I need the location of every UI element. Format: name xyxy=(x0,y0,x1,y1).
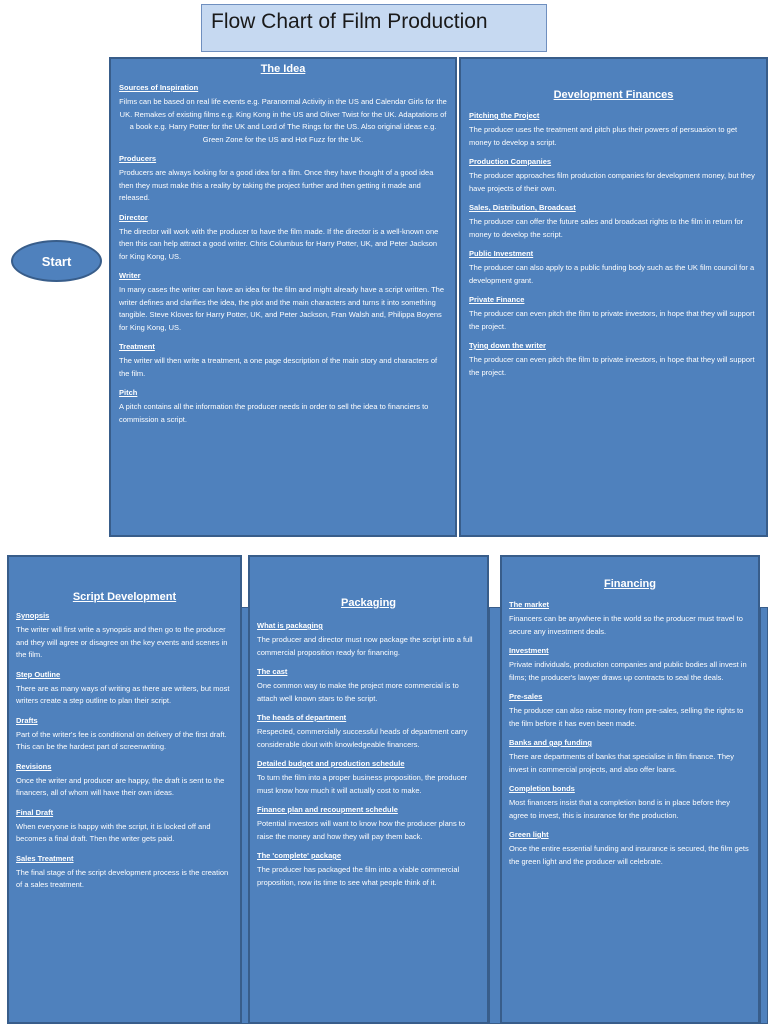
section-text: Films can be based on real life events e.g. Paranormal Activity in the US and Calendar Girls for the UK. Remakes of existing films e.g. King Kong in the US and Oliver Twist for the UK. Adaptations of a book e.g. Harry Potter for the UK and Lord of The Rings for the US. Also original ideas e.g. Green Zone for the US and Hot Fuzz for the UK. xyxy=(119,97,447,144)
financing-section xyxy=(509,830,751,868)
section-heading: Drafts xyxy=(16,715,38,725)
section-heading: Sales Treatment xyxy=(16,853,74,863)
script-section xyxy=(16,854,233,892)
section-heading: Banks and gap funding xyxy=(509,738,592,747)
packaging-section xyxy=(257,713,480,751)
section-heading: Sales, Distribution, Broadcast xyxy=(469,203,576,212)
section-text: Potential investors will want to know how the producer plans to raise the money and how they will pay them back. xyxy=(257,819,466,841)
script-development-panel xyxy=(7,555,242,1024)
development-title: Development Finances xyxy=(553,89,674,101)
section-heading: Investment xyxy=(509,646,549,655)
financing-section xyxy=(509,738,751,776)
development-section xyxy=(469,249,758,287)
section-heading: Private Finance xyxy=(469,295,525,304)
script-title: Script Development xyxy=(72,591,177,603)
section-heading: Pitching the Project xyxy=(469,111,540,120)
section-text: Respected, commercially successful heads of department carry considerable clout with knowledgeable financers. xyxy=(257,727,468,749)
packaging-section xyxy=(257,667,480,705)
section-heading: Pitch xyxy=(119,388,138,397)
packaging-section xyxy=(257,759,480,797)
development-panel xyxy=(459,57,768,537)
script-section xyxy=(16,762,233,800)
section-text: The director will work with the producer to have the film made. If the director is a well-known one then this can help attract a good writer. Chris Columbus for Harry Potter, UK, and Peter Jackson for King Kong, US. xyxy=(119,226,439,261)
idea-section xyxy=(119,83,447,146)
connector-strip xyxy=(760,607,768,1024)
section-heading: Green light xyxy=(509,830,549,839)
section-heading: The cast xyxy=(257,667,288,676)
development-section xyxy=(469,203,758,241)
section-text: Financers can be anywhere in the world so the producer must travel to secure any investment deals. xyxy=(509,614,743,636)
section-text: There are as many ways of writing as there are writers, but most writers create a step outline to plan their script. xyxy=(16,683,230,705)
section-text: The producer has packaged the film into a viable commercial proposition, now its time to see what people think of it. xyxy=(257,865,460,887)
section-heading: Pre-sales xyxy=(509,692,543,701)
financing-section xyxy=(509,646,751,684)
section-text: The producer can even pitch the film to private investors, in hope that they will support the project. xyxy=(469,355,755,377)
section-text: Producers are always looking for a good idea for a film. Once they have thought of a good idea then they must make this a reality by taking the project further and then getting it made and released. xyxy=(119,168,434,202)
packaging-panel xyxy=(248,555,489,1024)
development-section xyxy=(469,295,758,333)
section-text: A pitch contains all the information the producer needs in order to sell the idea to financiers to commission a script. xyxy=(119,402,429,424)
section-text: The producer approaches film production companies for development money, but they have projects of their own. xyxy=(469,171,755,193)
section-text: The producer and director must now package the script into a full commercial proposition ready for financing. xyxy=(257,635,473,657)
section-heading: The market xyxy=(509,600,550,609)
script-section xyxy=(16,808,233,846)
section-text: The writer will then write a treatment, a one page description of the main story and characters of the film. xyxy=(119,356,438,378)
section-heading: Tying down the writer xyxy=(469,341,546,350)
idea-section xyxy=(119,342,447,380)
section-text: Part of the writer's fee is conditional on delivery of the first draft. This can be the hardest part of screenwriting. xyxy=(16,729,227,751)
idea-section xyxy=(119,154,447,205)
section-heading: Production Companies xyxy=(469,157,552,166)
section-text: In many cases the writer can have an idea for the film and might already have a script written. The writer defines and clarifies the idea, the plot and the main characters and turns it into something tangible. Steve Kloves for Harry Potter, UK, and Peter Jackson, Fran Walsh and, Philippa Boyens for King Kong, US. xyxy=(119,285,445,332)
idea-section xyxy=(119,388,447,426)
section-heading: Producers xyxy=(119,154,157,163)
financing-section xyxy=(509,784,751,822)
development-section xyxy=(469,111,758,149)
section-text: Once the writer and producer are happy, the draft is sent to the financers, all of whom will have their own ideas. xyxy=(16,775,225,797)
section-text: The final stage of the script development process is the creation of a sales treatment. xyxy=(16,867,229,889)
section-text: When everyone is happy with the script, it is locked off and becomes a final draft. Then the writer gets paid. xyxy=(16,821,211,843)
section-heading: Finance plan and recoupment schedule xyxy=(257,805,398,814)
script-section xyxy=(16,716,233,754)
script-section xyxy=(16,670,233,708)
packaging-section xyxy=(257,621,480,659)
section-heading: Revisions xyxy=(16,761,52,771)
packaging-title: Packaging xyxy=(340,597,397,609)
section-text: There are departments of banks that specialise in film finance. They invest in commercial projects, and also offer loans. xyxy=(509,752,734,774)
script-section xyxy=(16,611,233,662)
section-text: The producer can offer the future sales and broadcast rights to the film in return for money to develop the script. xyxy=(469,217,744,239)
section-heading: Completion bonds xyxy=(509,784,575,793)
section-heading: Synopsis xyxy=(16,611,50,620)
section-text: One common way to make the project more commercial is to attach well known stars to the script. xyxy=(257,681,459,703)
section-heading: Treatment xyxy=(119,342,155,351)
financing-title: Financing xyxy=(604,578,656,590)
financing-section xyxy=(509,692,751,730)
packaging-section xyxy=(257,805,480,843)
section-heading: The heads of department xyxy=(257,713,347,722)
chart-title: Flow Chart of Film Production xyxy=(201,4,547,52)
idea-section xyxy=(119,213,447,264)
section-text: Most financers insist that a completion bond is in place before they agree to invest, this is insurance for the production. xyxy=(509,798,730,820)
financing-panel xyxy=(500,555,760,1024)
section-heading: Writer xyxy=(119,271,141,280)
section-text: The producer can also apply to a public funding body such as the UK film council for a development grant. xyxy=(469,263,755,285)
development-section xyxy=(469,157,758,195)
section-text: Once the entire essential funding and insurance is secured, the film gets the green light and the producer will celebrate. xyxy=(509,844,749,866)
section-heading: Detailed budget and production schedule xyxy=(257,759,405,768)
section-text: Private individuals, production companies and public bodies all invest in films; the producer's lawyer draws up contracts to seal the deals. xyxy=(509,660,747,682)
section-text: The producer can also raise money from pre-sales, selling the rights to the film before it has even been made. xyxy=(509,706,744,728)
section-text: The producer can even pitch the film to private investors, in hope that they will support the project. xyxy=(469,309,755,331)
section-text: The producer uses the treatment and pitch plus their powers of persuasion to get money to develop a script. xyxy=(469,125,738,147)
section-text: To turn the film into a proper business proposition, the producer must know how much it will actually cost to make. xyxy=(257,773,468,795)
packaging-section xyxy=(257,851,480,889)
start-node: Start xyxy=(11,240,102,282)
financing-section xyxy=(509,600,751,638)
section-heading: What is packaging xyxy=(257,621,323,630)
idea-section xyxy=(119,271,447,334)
section-text: The writer will first write a synopsis and then go to the producer and they will agree or disagree on the key events and scenes in the film. xyxy=(16,625,228,659)
development-section xyxy=(469,341,758,379)
section-heading: Final Draft xyxy=(16,807,54,817)
section-heading: Director xyxy=(119,212,148,222)
section-heading: The 'complete' package xyxy=(257,851,342,860)
idea-title: The Idea xyxy=(260,63,306,75)
section-heading: Sources of Inspiration xyxy=(119,83,199,92)
idea-panel xyxy=(109,57,457,537)
section-heading: Step Outline xyxy=(16,669,61,679)
section-heading: Public Investment xyxy=(469,249,534,258)
